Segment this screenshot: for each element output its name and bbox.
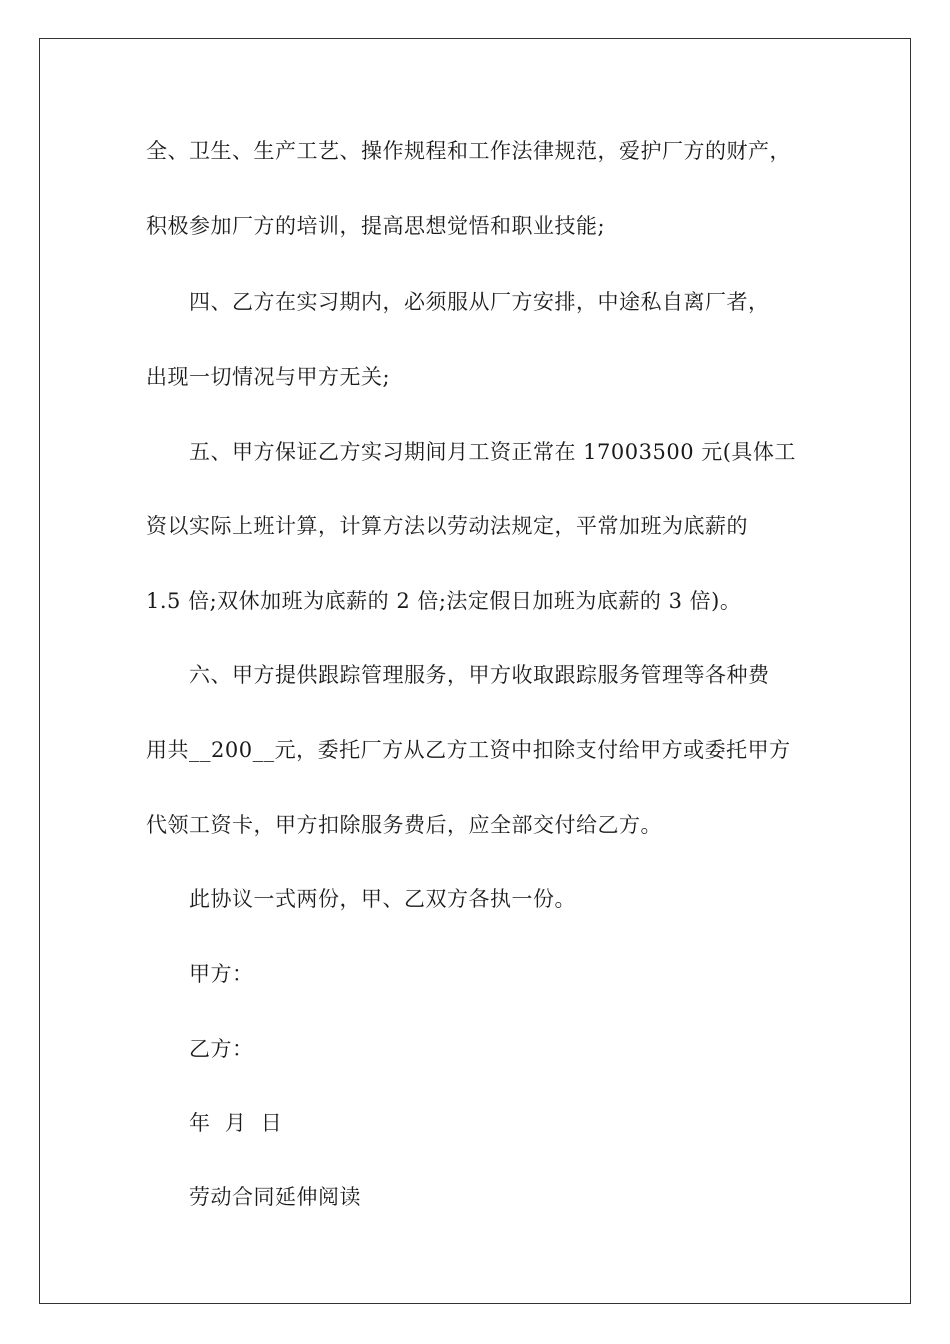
party-a-signature-label: 甲方： <box>189 962 254 986</box>
agreement-copies-line: 此协议一式两份，甲、乙双方各执一份。 <box>189 887 576 911</box>
clause-6-line-3: 代领工资卡，甲方扣除服务费后，应全部交付给乙方。 <box>146 813 662 837</box>
clause-5-line-1: 五、甲方保证乙方实习期间月工资正常在 17003500 元(具体工 <box>189 440 796 464</box>
extended-reading-heading: 劳动合同延伸阅读 <box>189 1185 361 1209</box>
clause-6-line-1: 六、甲方提供跟踪管理服务，甲方收取跟踪服务管理等各种费 <box>189 663 770 687</box>
clause-4-line-1: 四、乙方在实习期内，必须服从厂方安排，中途私自离厂者， <box>189 290 770 314</box>
clause-5-line-2: 资以实际上班计算，计算方法以劳动法规定，平常加班为底薪的 <box>146 514 748 538</box>
text-line-1: 全、卫生、生产工艺、操作规程和工作法律规范，爱护厂方的财产， <box>146 139 791 163</box>
clause-4-line-2: 出现一切情况与甲方无关; <box>146 365 391 389</box>
clause-6-line-2: 用共__200__元，委托厂方从乙方工资中扣除支付给甲方或委托甲方 <box>146 738 791 762</box>
clause-5-line-3: 1.5 倍;双休加班为底薪的 2 倍;法定假日加班为底薪的 3 倍)。 <box>146 589 742 613</box>
party-b-signature-label: 乙方： <box>189 1037 254 1061</box>
text-line-2: 积极参加厂方的培训，提高思想觉悟和职业技能; <box>146 214 606 238</box>
date-line: 年 月 日 <box>189 1111 283 1135</box>
